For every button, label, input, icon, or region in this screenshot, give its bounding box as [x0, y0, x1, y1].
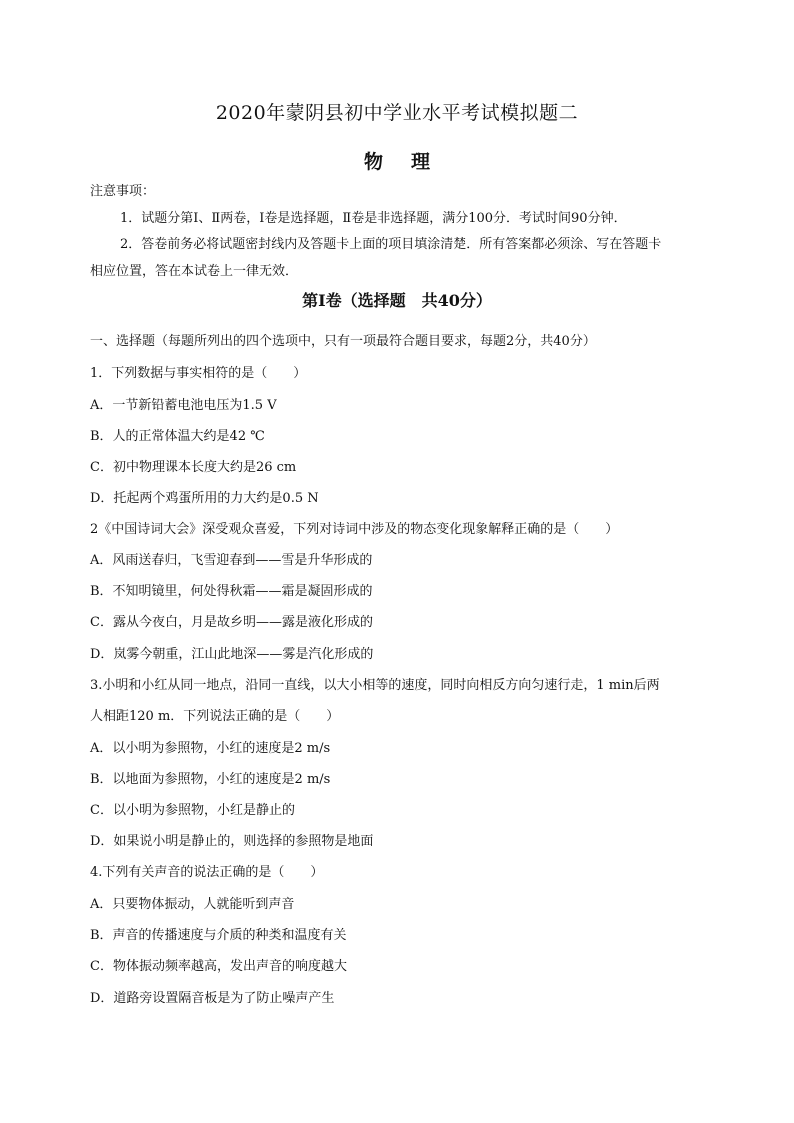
subject-char-2: 理: [411, 151, 431, 173]
question-1-option-b: B．人的正常体温大约是42 ℃: [90, 429, 265, 444]
exam-title: 2020年蒙阴县初中学业水平考试模拟题二: [215, 102, 579, 124]
subject-char-1: 物: [363, 151, 383, 173]
question-3-option-a: A．以小明为参照物，小红的速度是2 m/s: [90, 741, 331, 756]
note-item-2: 2．答卷前务必将试题密封线内及答题卡上面的项目填涂清楚．所有答案都必须涂、写在答题卡: [120, 237, 662, 252]
question-2-stem: 2《中国诗词大会》深受观众喜爱，下列对诗词中涉及的物态变化现象解释正确的是（ ）: [90, 522, 619, 537]
section-title: 第Ⅰ卷（选择题 共40分）: [302, 291, 492, 310]
question-4-stem: 4.下列有关声音的说法正确的是（ ）: [90, 865, 324, 880]
question-4-option-a: A．只要物体振动，人就能听到声音: [90, 897, 295, 912]
question-3-stem-cont: 人相距120 m．下列说法正确的是（ ）: [90, 709, 340, 724]
question-4-option-b: B．声音的传播速度与介质的种类和温度有关: [90, 928, 347, 943]
question-2-option-a: A．风雨送春归，飞雪迎春到——雪是升华形成的: [90, 553, 373, 568]
question-4-option-c: C．物体振动频率越高，发出声音的响度越大: [90, 959, 347, 974]
question-4-option-d: D．道路旁设置隔音板是为了防止噪声产生: [90, 991, 335, 1006]
question-2-option-c: C．露从今夜白，月是故乡明——露是液化形成的: [90, 615, 373, 630]
question-3-option-c: C．以小明为参照物，小红是静止的: [90, 803, 295, 818]
question-3-stem: 3.小明和小红从同一地点，沿同一直线，以大小相等的速度，同时向相反方向匀速行走，1 min后两: [90, 678, 660, 693]
question-3-option-b: B．以地面为参照物，小红的速度是2 m/s: [90, 772, 331, 787]
section-instructions: 一、选择题（每题所列出的四个选项中，只有一项最符合题目要求，每题2分，共40分）: [90, 334, 596, 349]
question-1-option-d: D．托起两个鸡蛋所用的力大约是0.5 N: [90, 491, 319, 506]
subject-heading: [0, 147, 794, 174]
notes-heading: 注意事项：: [90, 184, 156, 199]
question-3-option-d: D．如果说小明是静止的，则选择的参照物是地面: [90, 834, 374, 849]
question-2-option-b: B．不知明镜里，何处得秋霜——霜是凝固形成的: [90, 584, 373, 599]
note-item-1: 1．试题分第Ⅰ、Ⅱ两卷，Ⅰ卷是选择题，Ⅱ卷是非选择题，满分100分．考试时间90分钟．: [120, 211, 627, 226]
note-item-2-cont: 相应位置，答在本试卷上一律无效．: [90, 264, 299, 279]
question-1-option-a: A．一节新铅蓄电池电压为1.5 V: [90, 398, 277, 413]
question-1-stem: 1．下列数据与事实相符的是（ ）: [90, 366, 307, 381]
question-1-option-c: C．初中物理课本长度大约是26 cm: [90, 460, 297, 475]
question-2-option-d: D．岚雾今朝重，江山此地深——雾是汽化形成的: [90, 647, 374, 662]
